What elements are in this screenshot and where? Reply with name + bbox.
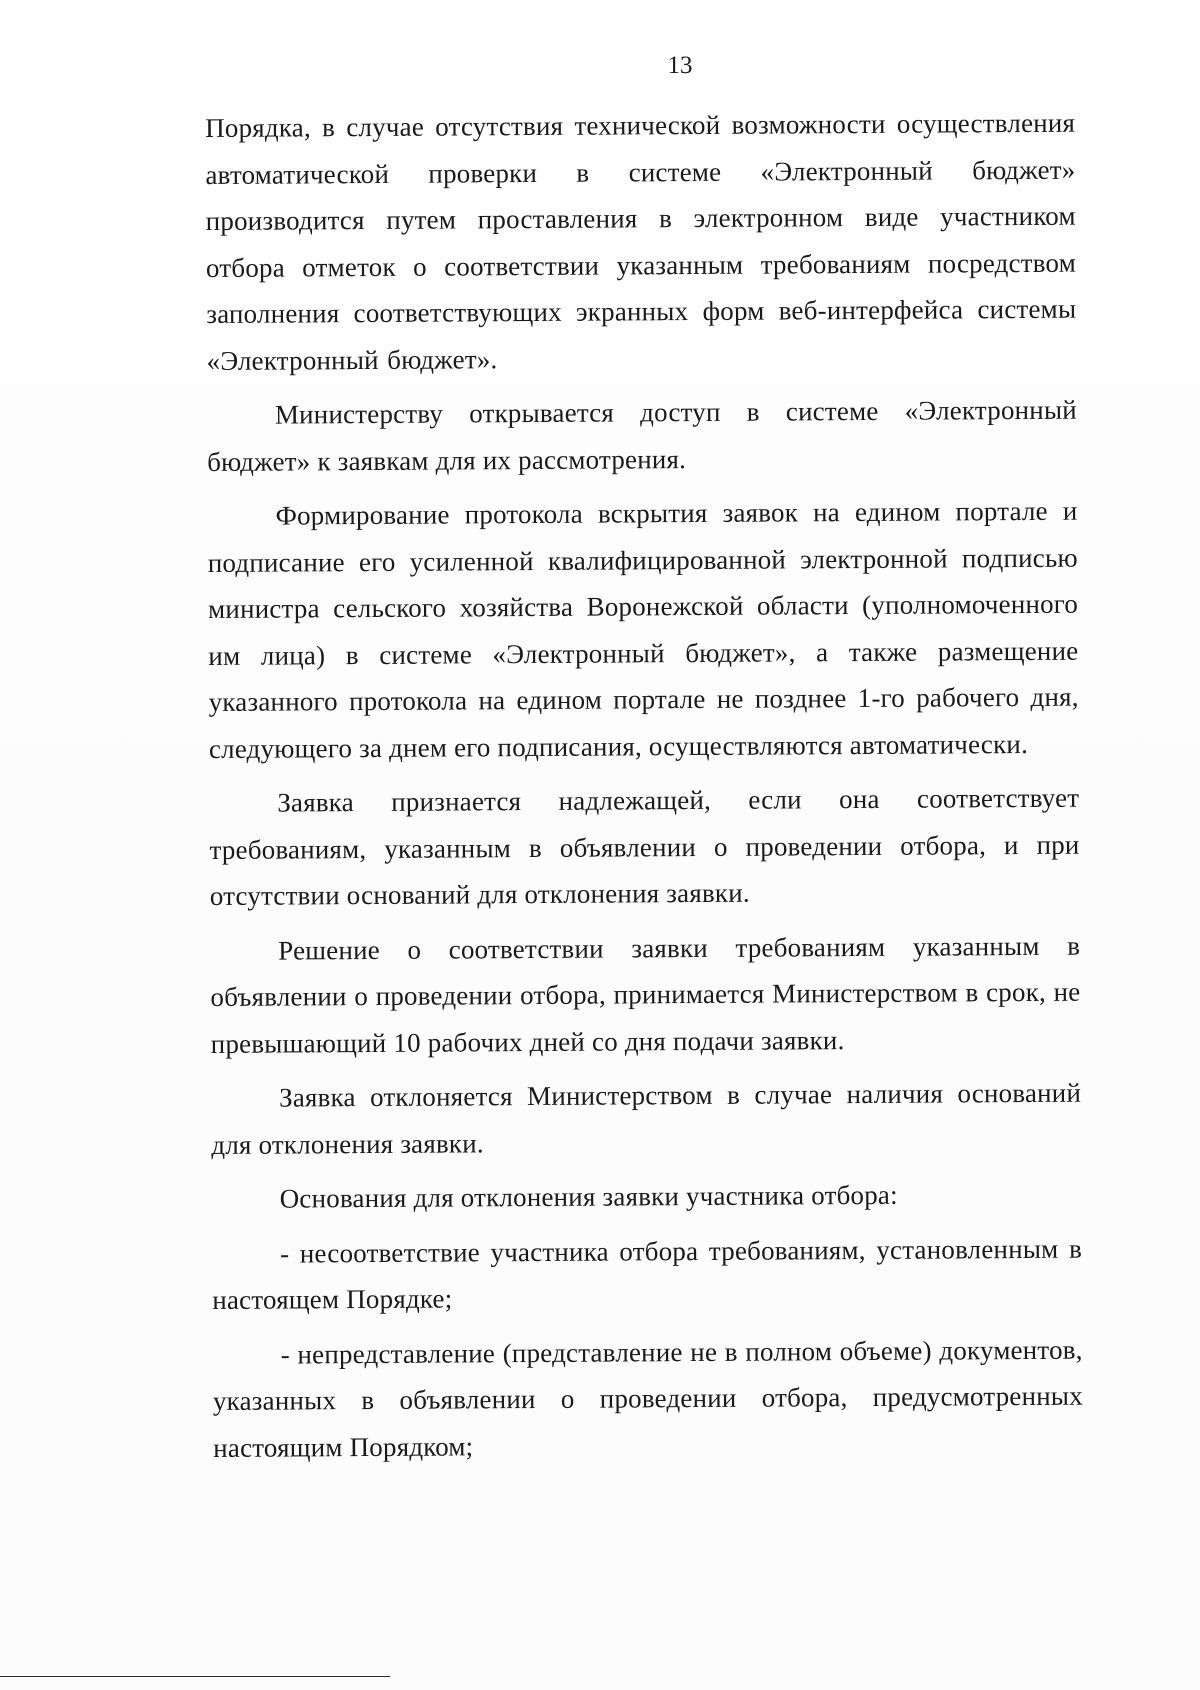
list-item-ground-1: - несоответствие участника отбора требованиям, установленным в настоящем Порядке; bbox=[212, 1233, 1083, 1315]
paragraph-continuation: Порядка, в случае отсутствия технической возможности осуществления автоматической проверки в системе «Электронный бюджет» производится путем проставления в электронном виде участником отбора отметок о соответствии указанным требованиям посредством заполнения соответствующих экранных форм веб-интерфейса системы «Электронный бюджет». bbox=[205, 107, 1077, 376]
paragraph-access: Министерству открывается доступ в системе «Электронный бюджет» к заявкам для их рассмотрения. bbox=[207, 394, 1077, 477]
paragraph-decision: Решение о соответствии заявки требованиям указанным в объявлении о проведении отбора, принимается Министерством в срок, не превышающий 10 рабочих дней со дня подачи заявки. bbox=[210, 930, 1081, 1059]
list-item-ground-2: - непредставление (представление не в полном объеме) документов, указанных в объявлении о проведении отбора, предусмотренных настоящим Порядком; bbox=[212, 1334, 1083, 1463]
paragraph-protocol: Формирование протокола вскрытия заявок на едином портале и подписание его усиленной квалифицированной электронной подписью министра сельского хозяйства Воронежской области (уполномоченного им лица) в системе «Электронный бюджет», а также размещение указанного протокола на едином портале не позднее 1-го рабочего дня, следующего за днем его подписания, осуществляются автоматически. bbox=[207, 495, 1079, 764]
page-number: 13 bbox=[667, 52, 693, 79]
footnote-divider bbox=[0, 1676, 390, 1677]
paragraph-rejection: Заявка отклоняется Министерством в случае наличия оснований для отклонения заявки. bbox=[211, 1077, 1082, 1160]
document-body bbox=[205, 100, 1083, 1479]
paragraph-proper-application: Заявка признается надлежащей, если она соответствует требованиям, указанным в объявлении о проведении отбора, и при отсутствии оснований для отклонения заявки. bbox=[209, 782, 1080, 911]
paragraph-grounds-heading: Основания для отклонения заявки участника отбора: bbox=[279, 1179, 898, 1214]
